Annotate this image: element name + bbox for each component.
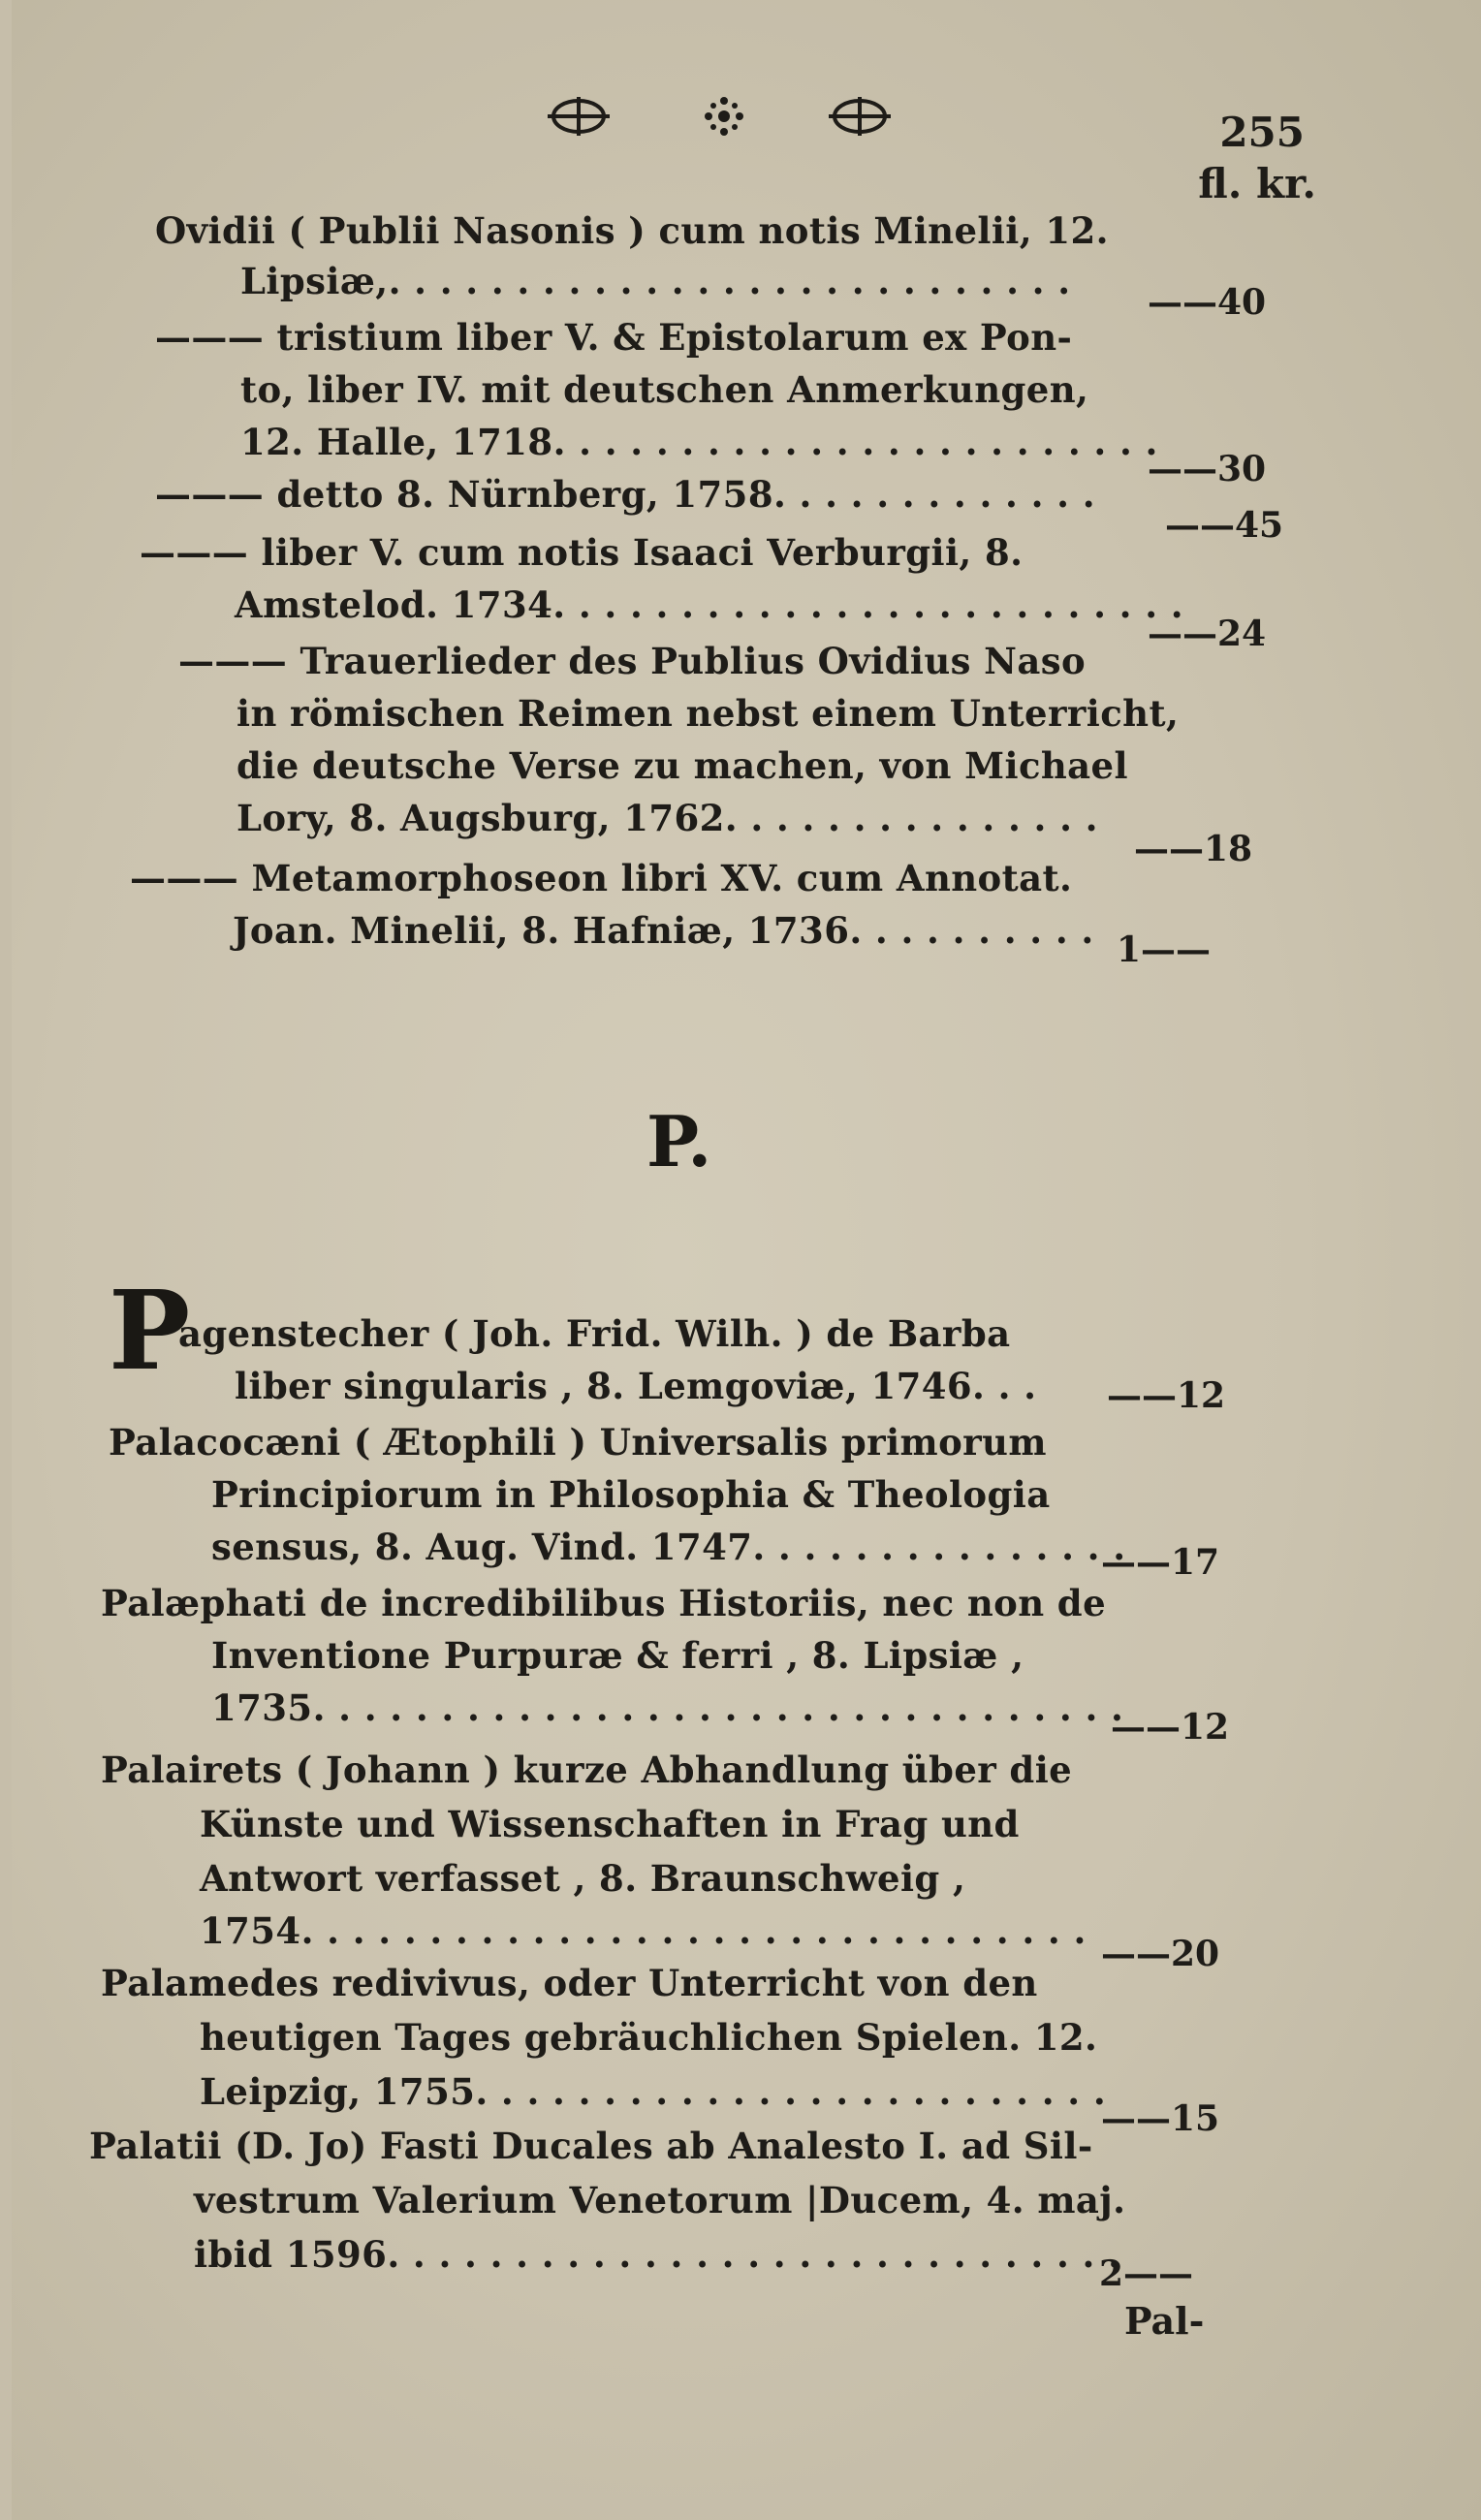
paper-surface [12, 0, 1481, 2520]
entry-price: ——17 [1101, 1542, 1220, 1583]
entry-line: Palamedes redivivus, oder Unterricht von den [101, 1962, 1038, 2004]
entry-price: ——45 [1165, 505, 1284, 546]
printer-ornament-icon [540, 87, 918, 145]
entry-line: Palatii (D. Jo) Fasti Ducales ab Analesto I. ad Sil- [89, 2125, 1093, 2167]
section-heading: P. [646, 1100, 712, 1182]
entry-line: Ovidii ( Publii Nasonis ) cum notis Minelii, 12. [155, 209, 1109, 252]
drop-cap: P [109, 1268, 191, 1395]
entry-line: die deutsche Verse zu machen, von Michael [236, 744, 1128, 787]
entry-line: agenstecher ( Joh. Frid. Wilh. ) de Barba [178, 1312, 1011, 1355]
entry-line: Lipsiæ,. . . . . . . . . . . . . . . . . . . . . . . . . . . [240, 260, 1071, 302]
entry-price: 2—— [1099, 2253, 1194, 2294]
entry-price: ——18 [1134, 829, 1253, 869]
entry-line: 1735. . . . . . . . . . . . . . . . . . . . . . . . . . . . . . . . [211, 1686, 1124, 1729]
entry-price: 1—— [1117, 929, 1212, 970]
currency-units-header: fl. kr. [1198, 160, 1316, 207]
entry-line: Inventione Purpuræ & ferri , 8. Lipsiæ , [211, 1634, 1024, 1677]
entry-line: Joan. Minelii, 8. Hafniæ, 1736. . . . . . . . . . [233, 909, 1094, 952]
entry-price: ——24 [1148, 614, 1267, 654]
entry-price: ——30 [1148, 449, 1267, 489]
entry-line: ——— liber V. cum notis Isaaci Verburgii, 8. [140, 531, 1024, 574]
entry-line: Amstelod. 1734. . . . . . . . . . . . . . . . . . . . . . . . . [235, 583, 1184, 626]
entry-line: ——— Metamorphoseon libri XV. cum Annotat. [130, 857, 1073, 899]
catchword: Pal- [1124, 2299, 1205, 2343]
entry-line: Palæphati de incredibilibus Historiis, nec non de [101, 1582, 1107, 1624]
entry-line: ibid 1596. . . . . . . . . . . . . . . . . . . . . . . . . . . . . [194, 2233, 1121, 2276]
entry-price: ——15 [1101, 2098, 1220, 2139]
entry-line: Leipzig, 1755. . . . . . . . . . . . . . . . . . . . . . . . . [200, 2070, 1107, 2113]
entry-price: ——12 [1111, 1707, 1230, 1748]
page-number: 255 [1219, 109, 1305, 156]
entry-line: Palairets ( Johann ) kurze Abhandlung über die [101, 1748, 1073, 1791]
entry-line: vestrum Valerium Venetorum |Ducem, 4. maj. [194, 2179, 1126, 2221]
entry-line: Lory, 8. Augsburg, 1762. . . . . . . . . . . . . . . [236, 797, 1098, 839]
entry-line: sensus, 8. Aug. Vind. 1747. . . . . . . . . . . . . . . [211, 1526, 1126, 1568]
entry-line: heutigen Tages gebräuchlichen Spielen. 12. [200, 2016, 1098, 2059]
entry-line: 1754. . . . . . . . . . . . . . . . . . . . . . . . . . . . . . . [200, 1909, 1087, 1952]
entry-line: 12. Halle, 1718. . . . . . . . . . . . . . . . . . . . . . . . [240, 421, 1158, 463]
entry-line: liber singularis , 8. Lemgoviæ, 1746. . . [235, 1365, 1037, 1407]
entry-price: ——20 [1101, 1934, 1220, 1974]
entry-line: Principiorum in Philosophia & Theologia [211, 1473, 1051, 1516]
entry-line: Antwort verfasset , 8. Braunschweig , [200, 1857, 966, 1900]
entry-line: Palacocæni ( Ætophili ) Universalis primorum [109, 1421, 1047, 1464]
entry-line: ——— detto 8. Nürnberg, 1758. . . . . . . . . . . . . [155, 473, 1096, 516]
entry-line: Künste und Wissenschaften in Frag und [200, 1803, 1020, 1845]
entry-line: ——— Trauerlieder des Publius Ovidius Naso [178, 640, 1087, 682]
entry-line: to, liber IV. mit deutschen Anmerkungen, [240, 368, 1089, 411]
entry-price: ——12 [1107, 1375, 1226, 1416]
entry-line: ——— tristium liber V. & Epistolarum ex Pon- [155, 316, 1073, 359]
entry-price: ——40 [1148, 282, 1267, 323]
entry-line: in römischen Reimen nebst einem Unterricht, [236, 692, 1180, 735]
